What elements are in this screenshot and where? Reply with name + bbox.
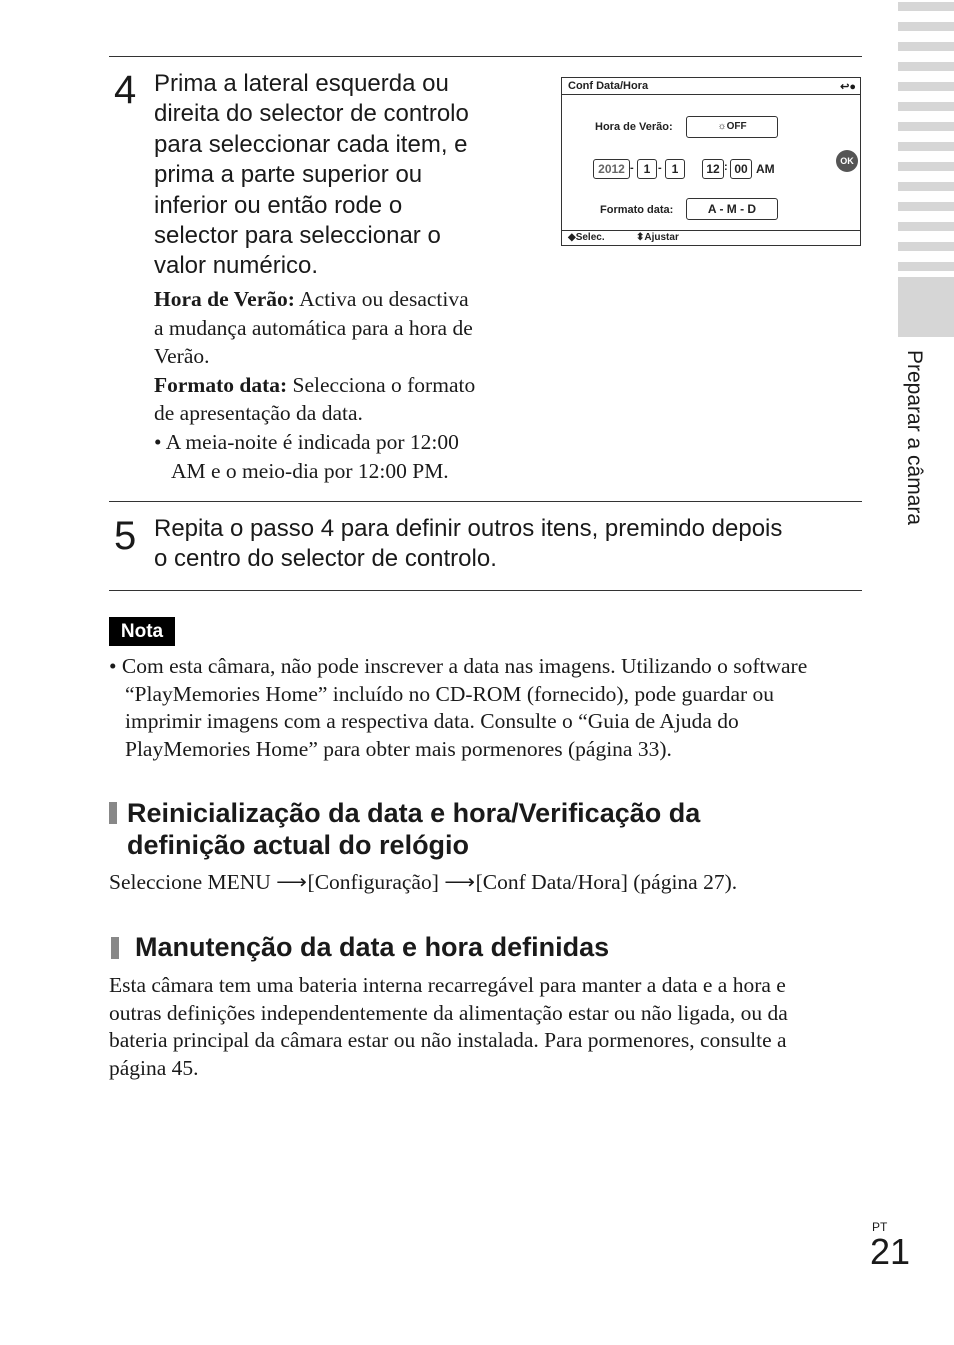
side-tab-label: Preparar a câmara <box>903 350 926 526</box>
minute-box: 00 <box>730 159 752 179</box>
hour-box: 12 <box>702 159 724 179</box>
up-down-arrow-icon: ⬍ <box>636 232 645 243</box>
language-code: PT <box>872 1220 888 1234</box>
screen-title: Conf Data/Hora <box>568 80 649 92</box>
step-4-instructions: Prima a lateral esquerda ou direita do selector de controlo para seleccionar cada item, e prima a parte superior ou inferior ou então rode o selector para seleccionar o valor numérico. <box>154 70 469 280</box>
camera-date-time-screen: Conf Data/Hora ↩● Hora de Verão: ☼OFF 2012 - 1 - 1 12 : 00 AM OK Formato data: A - M - D ◆Selec. ⬍Ajustar <box>561 77 861 246</box>
month-box: 1 <box>637 159 657 179</box>
left-right-arrow-icon: ◆ <box>568 232 576 243</box>
section-reset-heading: Reinicialização da data e hora/Verificação da definição actual do relógio <box>127 798 701 860</box>
arrow-right-icon: ⟶ <box>444 870 476 894</box>
year-box: 2012 <box>593 159 630 179</box>
ampm-label: AM <box>756 162 775 176</box>
nota-text: • Com esta câmara, não pode inscrever a data nas imagens. Utilizando o software “PlayMemories Home” incluído no CD-ROM (fornecido), pode guardar ou imprimir imagens com a respectiva data. Consulte o “Guia de Ajuda do PlayMemories Home” para obter mais pormenores (página 33). <box>109 654 808 761</box>
ok-button-icon: OK <box>836 150 858 172</box>
section-reset-body: Seleccione MENU ⟶ [Configuração] ⟶ [Conf Data/Hora] (página 27). <box>109 869 737 897</box>
footer-select: ◆Selec. <box>568 232 605 243</box>
step-divider <box>109 501 862 502</box>
section-marker <box>111 937 119 959</box>
dst-value-box: ☼OFF <box>686 116 778 138</box>
step-5-instructions: Repita o passo 4 para definir outros itens, premindo depois o centro do selector de controlo. <box>154 515 783 573</box>
nota-label: Nota <box>109 617 175 646</box>
format-value-box: A - M - D <box>686 198 778 220</box>
top-rule <box>109 56 862 57</box>
section-maint-body: Esta câmara tem uma bateria interna recarregável para manter a data e a hora e outras definições independentemente da alimentação estar ou não ligada, ou da bateria principal da câmara estar ou não instalada. Para pormenores, consulte a página 45. <box>109 973 788 1080</box>
dst-term: Hora de Verão: <box>154 287 295 311</box>
step-5-number: 5 <box>114 514 137 558</box>
step-5-bottom-rule <box>109 590 862 591</box>
step-4-number: 4 <box>114 68 137 112</box>
sun-icon: ☼ <box>717 121 727 132</box>
day-box: 1 <box>665 159 685 179</box>
return-arrow-icon: ↩● <box>840 81 856 93</box>
arrow-right-icon: ⟶ <box>276 870 307 894</box>
section-marker <box>109 802 117 824</box>
step-4-details: Hora de Verão: Activa ou desactiva a mudança automática para a hora de Verão. Formato data: Selecciona o formato de apresentação da data. • A meia-noite é indicada por 12:00 AM e o meio-dia por 12:00 PM. <box>154 287 476 483</box>
page-number: 21 <box>870 1231 911 1272</box>
format-term: Formato data: <box>154 372 288 397</box>
footer-adjust: ⬍Ajustar <box>636 232 679 243</box>
screen-dst-label: Hora de Verão: <box>595 121 673 133</box>
section-maint-heading: Manutenção da data e hora definidas <box>135 932 610 962</box>
screen-format-label: Formato data: <box>600 204 674 216</box>
